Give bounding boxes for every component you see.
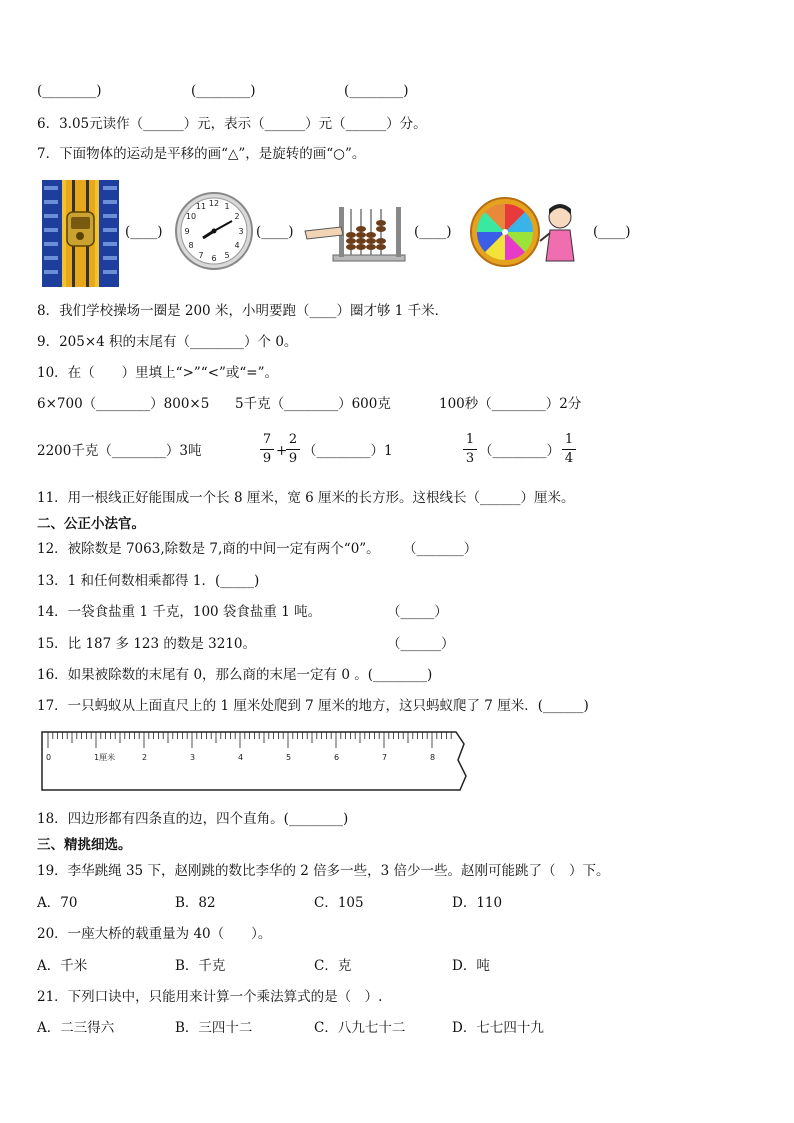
fraction-denominator: 9 bbox=[288, 451, 298, 466]
q21-option-b[interactable]: B．三四十二 bbox=[175, 1020, 253, 1036]
ruler-image bbox=[40, 730, 468, 796]
ruler-label: 4 bbox=[238, 753, 244, 762]
elevator-image bbox=[42, 180, 119, 291]
q20-option-b[interactable]: B．千克 bbox=[175, 958, 226, 974]
fraction-2-9 bbox=[286, 432, 300, 467]
q20-option-a[interactable]: A．千米 bbox=[37, 958, 88, 974]
q19-option-c[interactable]: C．105 bbox=[314, 895, 364, 911]
q7-blank-4[interactable]: (____) bbox=[593, 224, 631, 240]
ruler-label: 2 bbox=[142, 753, 148, 762]
section-3-heading: 三、精挑细选。 bbox=[37, 837, 132, 853]
fraction-numerator: 2 bbox=[288, 432, 298, 447]
ruler-label: 0 bbox=[46, 753, 52, 762]
q20-option-c[interactable]: C．克 bbox=[314, 958, 352, 974]
q20-option-d[interactable]: D．吨 bbox=[452, 958, 490, 974]
top-blank-2[interactable]: (________) bbox=[191, 83, 256, 99]
fraction-denominator: 4 bbox=[564, 451, 574, 466]
fraction-denominator: 9 bbox=[262, 451, 272, 466]
q10-compare-6-blank[interactable]: （________） bbox=[479, 443, 560, 459]
fraction-1-3 bbox=[463, 432, 477, 467]
fraction-1-4 bbox=[562, 432, 576, 467]
question-17: 17．一只蚂蚁从上面直尺上的 1 厘米处爬到 7 厘米的地方，这只蚂蚁爬了 7 厘米．(______) bbox=[37, 698, 589, 714]
clock-num-5: 5 bbox=[224, 251, 230, 260]
question-12: 12．被除数是 7063,除数是 7,商的中间一定有两个“0”。 bbox=[37, 541, 380, 557]
question-8: 8．我们学校操场一圈是 200 米，小明要跑（____）圈才够 1 千米． bbox=[37, 303, 449, 319]
top-blank-3[interactable]: (________) bbox=[344, 83, 409, 99]
q21-option-a[interactable]: A．二三得六 bbox=[37, 1020, 115, 1036]
question-10: 10．在（ ）里填上“>”“<”或“=”。 bbox=[37, 365, 279, 381]
q7-blank-2[interactable]: (____) bbox=[256, 224, 294, 240]
q19-option-a[interactable]: A．70 bbox=[37, 895, 78, 911]
clock-num-7: 7 bbox=[198, 251, 204, 260]
ruler-label: 7 bbox=[382, 753, 388, 762]
clock-num-9: 9 bbox=[184, 227, 190, 236]
question-7: 7．下面物体的运动是平移的画“△”，是旋转的画“○”。 bbox=[37, 146, 366, 162]
ruler-label: 3 bbox=[190, 753, 196, 762]
clock-num-3: 3 bbox=[238, 227, 244, 236]
clock-num-12: 12 bbox=[208, 199, 220, 208]
question-9: 9．205×4 积的末尾有（________）个 0。 bbox=[37, 334, 298, 350]
q21-option-d[interactable]: D．七七四十九 bbox=[452, 1020, 544, 1036]
section-2-heading: 二、公正小法官。 bbox=[37, 516, 145, 532]
q10-compare-2: 5千克（________）600克 bbox=[235, 396, 391, 412]
q14-blank[interactable]: （_____） bbox=[387, 604, 448, 620]
ruler-label: 5 bbox=[286, 753, 292, 762]
question-19: 19．李华跳绳 35 下，赵刚跳的数比李华的 2 倍多一些，3 倍少一些。赵刚可能跳了（ ）下。 bbox=[37, 863, 610, 879]
q10-compare-1: 6×700（________）800×5 bbox=[37, 396, 210, 412]
q7-blank-3[interactable]: (____) bbox=[414, 224, 452, 240]
clock-num-10: 10 bbox=[185, 212, 197, 221]
fraction-numerator: 1 bbox=[564, 432, 574, 447]
q15-blank[interactable]: （______） bbox=[387, 636, 455, 652]
clock-num-6: 6 bbox=[211, 254, 217, 263]
clock-num-2: 2 bbox=[234, 212, 240, 221]
clock-num-11: 11 bbox=[195, 202, 207, 211]
question-16: 16．如果被除数的末尾有 0，那么商的末尾一定有 0 。(________) bbox=[37, 667, 433, 683]
clock-num-1: 1 bbox=[224, 202, 230, 211]
q12-blank[interactable]: （_______） bbox=[403, 541, 478, 557]
q10-compare-3: 100秒（________）2分 bbox=[439, 396, 582, 412]
abacus-image bbox=[303, 205, 407, 267]
q10-compare-5-tail: （________）1 bbox=[303, 443, 393, 459]
q19-option-d[interactable]: D．110 bbox=[452, 895, 503, 911]
question-13: 13．1 和任何数相乘都得 1．(_____) bbox=[37, 573, 260, 589]
question-14: 14．一袋食盐重 1 千克，100 袋食盐重 1 吨。 bbox=[37, 604, 322, 620]
question-21: 21．下列口诀中，只能用来计算一个乘法算式的是（ ）. bbox=[37, 989, 383, 1005]
q21-option-c[interactable]: C．八九七十二 bbox=[314, 1020, 406, 1036]
question-6: 6．3.05元读作（______）元，表示（______）元（______）分。 bbox=[37, 116, 427, 132]
ruler-label: 6 bbox=[334, 753, 340, 762]
question-20: 20．一座大桥的载重量为 40（ ）。 bbox=[37, 926, 272, 942]
ruler-label: 8 bbox=[430, 753, 436, 762]
question-18: 18．四边形都有四条直的边，四个直角。(________) bbox=[37, 811, 349, 827]
clock-num-4: 4 bbox=[234, 241, 240, 250]
q7-blank-1[interactable]: (____) bbox=[125, 224, 163, 240]
fraction-numerator: 7 bbox=[262, 432, 272, 447]
ruler-label: 1厘米 bbox=[94, 753, 116, 762]
q19-option-b[interactable]: B．82 bbox=[175, 895, 216, 911]
wheel-girl-image bbox=[470, 197, 582, 271]
fraction-7-9 bbox=[260, 432, 274, 467]
plus-sign: + bbox=[276, 443, 288, 459]
fraction-denominator: 3 bbox=[465, 451, 475, 466]
question-15: 15．比 187 多 123 的数是 3210。 bbox=[37, 636, 257, 652]
q10-compare-4: 2200千克（________）3吨 bbox=[37, 443, 202, 459]
fraction-numerator: 1 bbox=[465, 432, 475, 447]
clock-num-8: 8 bbox=[188, 241, 194, 250]
question-11: 11．用一根线正好能围成一个长 8 厘米，宽 6 厘米的长方形。这根线长（______）厘米。 bbox=[37, 490, 575, 506]
top-blank-1[interactable]: (________) bbox=[37, 83, 102, 99]
clock-image bbox=[174, 191, 254, 275]
